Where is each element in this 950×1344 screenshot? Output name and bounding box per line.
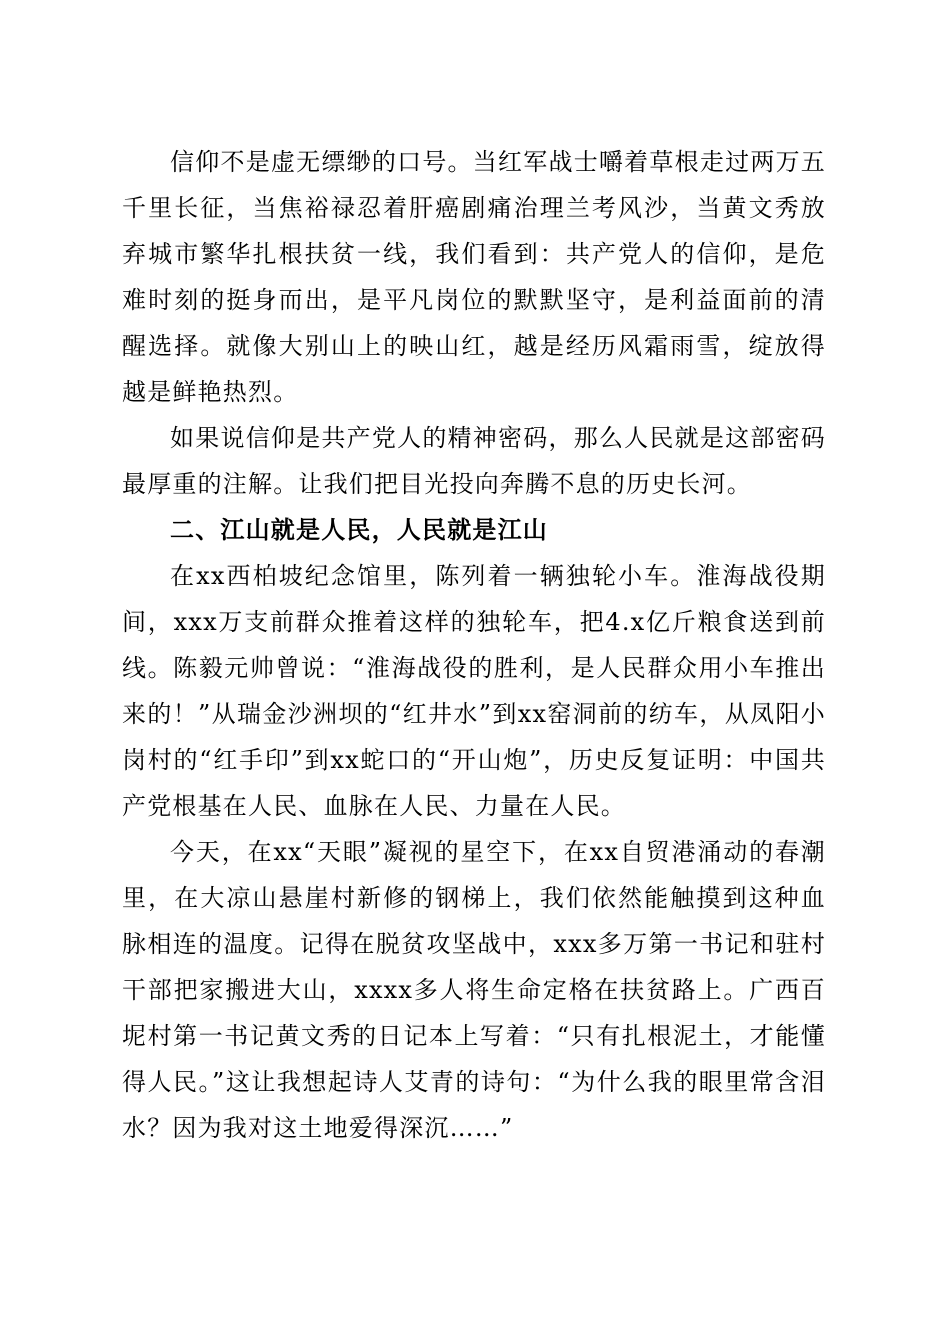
paragraph-transition: 如果说信仰是共产党人的精神密码，那么人民就是这部密码最厚重的注解。让我们把目光投向奔腾不息的历史长河。	[122, 424, 826, 498]
document-body	[122, 139, 826, 1151]
paragraph-faith: 信仰不是虚无缥缈的口号。当红军战士嚼着草根走过两万五千里长征，当焦裕禄忍着肝癌剧痛治理兰考风沙，当黄文秀放弃城市繁华扎根扶贫一线，我们看到：共产党人的信仰，是危难时刻的挺身而出，是平凡岗位的默默坚守，是利益面前的清醒选择。就像大别山上的映山红，越是经历风霜雨雪，绽放得越是鲜艳热烈。	[122, 148, 826, 406]
paragraph-history: 在xx西柏坡纪念馆里，陈列着一辆独轮小车。淮海战役期间，xxx万支前群众推着这样的独轮车，把4.x亿斤粮食送到前线。陈毅元帅曾说：“淮海战役的胜利，是人民群众用小车推出来的！”从瑞金沙洲坝的“红井水”到xx窑洞前的纺车，从凤阳小岗村的“红手印”到xx蛇口的“开山炮”，历史反复证明：中国共产党根基在人民、血脉在人民、力量在人民。	[122, 562, 826, 820]
section-heading: 二、江山就是人民，人民就是江山	[170, 516, 548, 544]
paragraph-today: 今天，在xx“天眼”凝视的星空下，在xx自贸港涌动的春潮里，在大凉山悬崖村新修的钢梯上，我们依然能触摸到这种血脉相连的温度。记得在脱贫攻坚战中，xxx多万第一书记和驻村干部把家搬进大山，xxxx多人将生命定格在扶贫路上。广西百坭村第一书记黄文秀的日记本上写着：“只有扎根泥土，才能懂得人民。”这让我想起诗人艾青的诗句：“为什么我的眼里常含泪水？因为我对这土地爱得深沉……”	[122, 838, 826, 1142]
